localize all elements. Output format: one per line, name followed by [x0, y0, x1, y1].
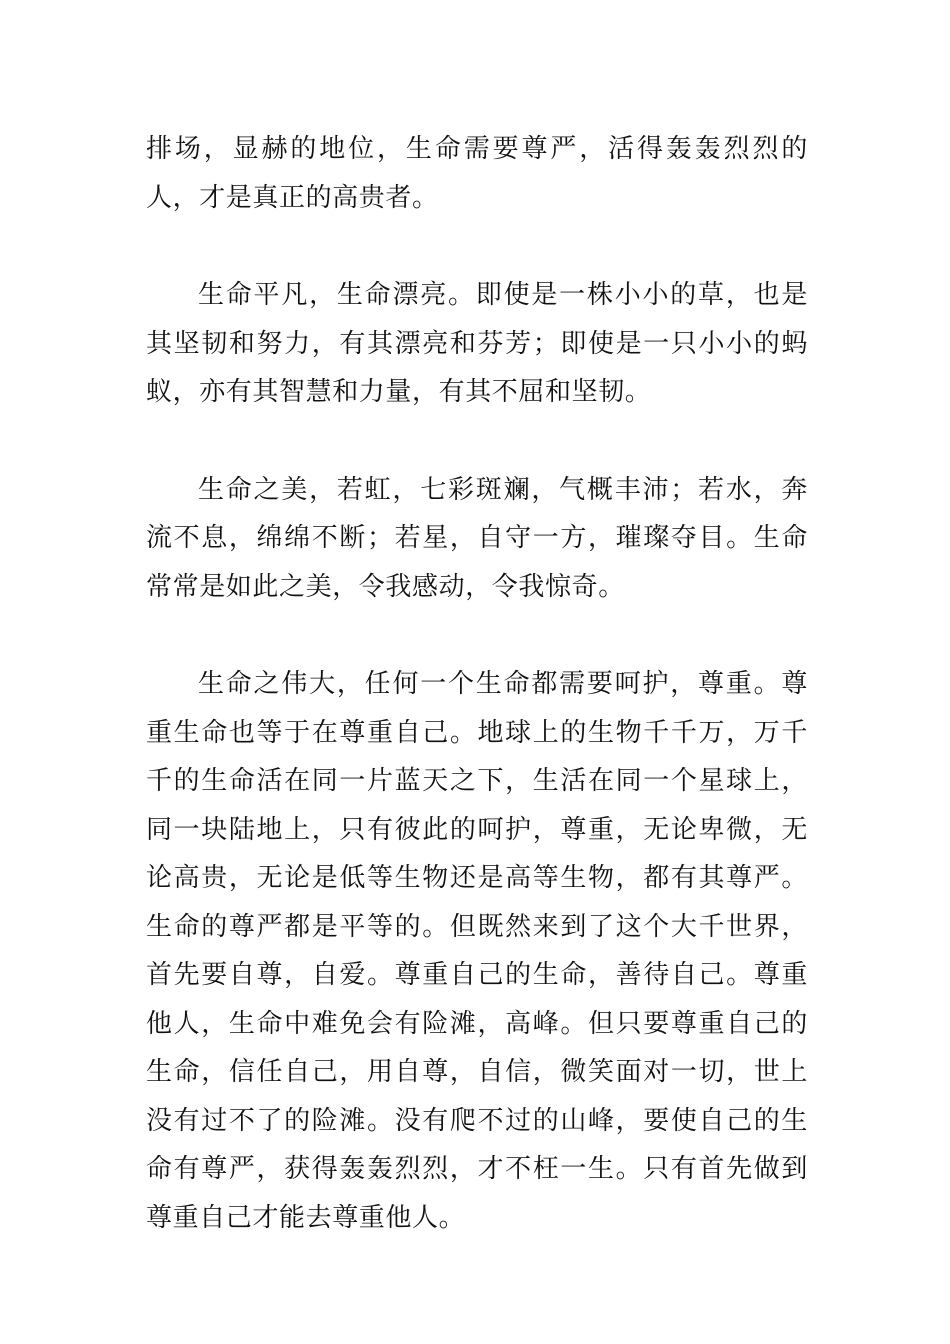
paragraph-2: 生命平凡，生命漂亮。即使是一株小小的草，也是其坚韧和努力，有其漂亮和芬芳；即使是一只小小的蚂蚁，亦有其智慧和力量，有其不屈和坚韧。 [146, 280, 808, 407]
paragraph-4: 生命之伟大，任何一个生命都需要呵护，尊重。尊重生命也等于在尊重自己。地球上的生物千千万，万千千的生命活在同一片蓝天之下，生活在同一个星球上，同一块陆地上，只有彼此的呵护，尊重，无论卑微，无论高贵，无论是低等生物还是高等生物，都有其尊严。生命的尊严都是平等的。但既然来到了这个大千世界，首先要自尊，自爱。尊重自己的生命，善待自己。尊重他人，生命中难免会有险滩，高峰。但只要尊重自己的生命，信任自己，用自尊，自信，微笑面对一切，世上没有过不了的险滩。没有爬不过的山峰，要使自己的生命有尊严，获得轰轰烈烈，才不枉一生。只有首先做到尊重自己才能去尊重他人。 [146, 669, 808, 1233]
paragraph-1: 排场，显赫的地位，生命需要尊严，活得轰轰烈烈的人，才是真正的高贵者。 [146, 134, 808, 213]
document-body [146, 125, 808, 1242]
paragraph-3: 生命之美，若虹，七彩斑斓，气概丰沛；若水，奔流不息，绵绵不断；若星，自守一方，璀璨夺目。生命常常是如此之美，令我感动，令我惊奇。 [146, 474, 808, 602]
